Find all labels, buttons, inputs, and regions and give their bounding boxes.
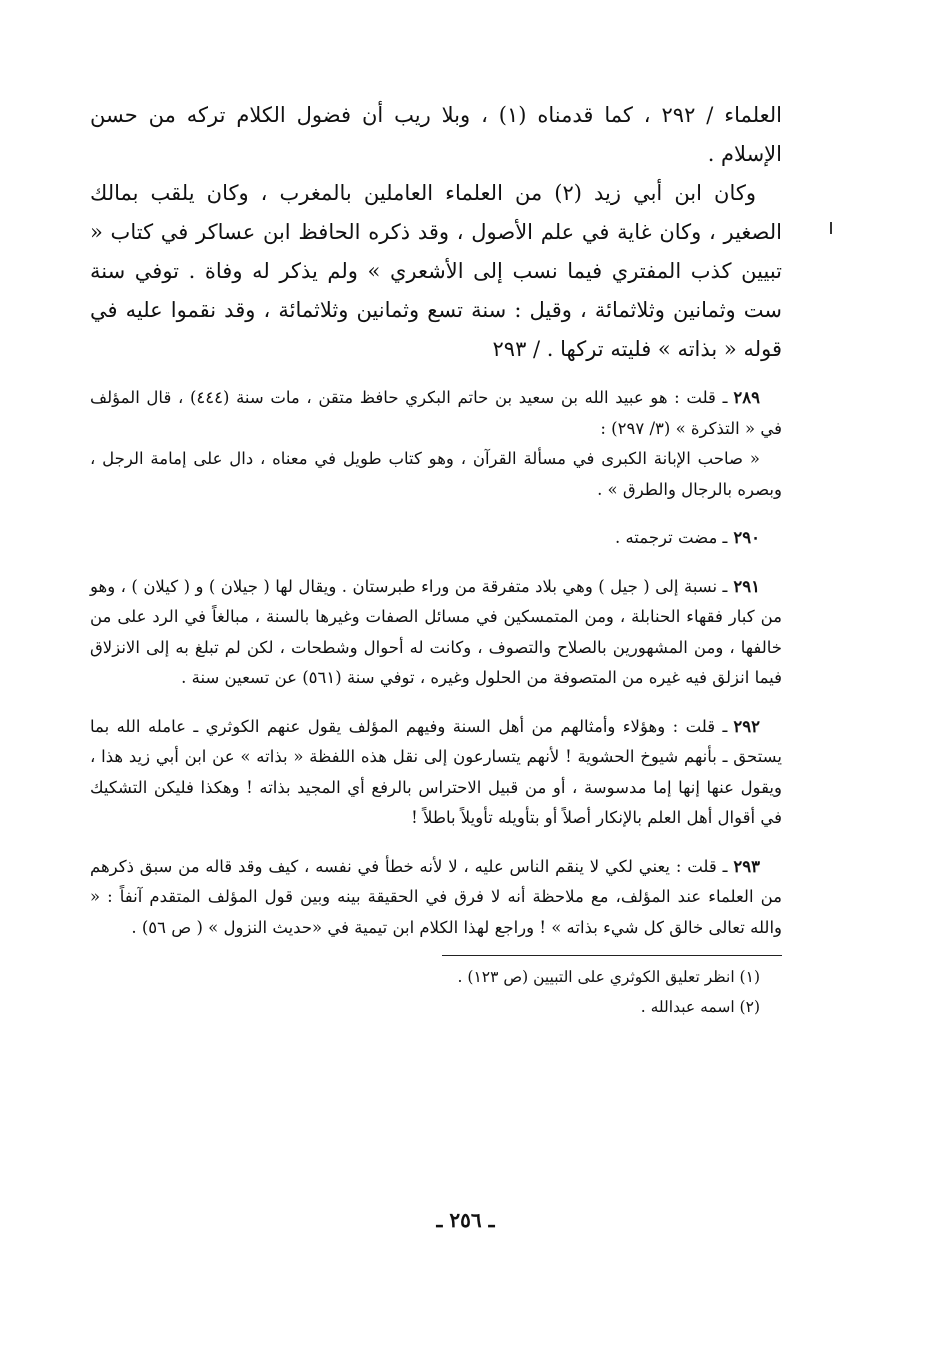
note-291	[90, 572, 782, 694]
note-text: ـ مضت ترجمته .	[614, 528, 728, 547]
main-paragraph: وكان ابن أبي زيد (٢) من العلماء العاملين بالمغرب ، وكان يلقب بمالك الصغير ، وكان غاية في علم الأصول ، وقد ذكره الحافظ ابن عساكر في كتاب « تبيين كذب المفتري فيما نسب إلى الأشعري » ولم يذكر له وفاة . توفي سنة ست وثمانين وثلاثمائة ، وقيل : سنة تسع وثمانين وثلاثمائة ، وقد نقموا عليه في قوله « بذاته » فليته تركها . / ٢٩٣	[90, 181, 782, 361]
footnotes	[442, 955, 782, 1022]
note-text: ـ قلت : هو عبيد الله بن سعيد بن حاتم البكري حافظ متقن ، مات سنة (٤٤٤) ، قال المؤلف في « التذكرة » (٣/ ٢٩٧) :	[90, 388, 782, 438]
footnote: (٢) اسمه عبدالله .	[640, 998, 760, 1016]
page-number: ـ ٢٥٦ ـ	[436, 1208, 495, 1232]
note-text: ـ قلت : يعني لكي لا ينقم الناس عليه ، لا لأنه خطأ في نفسه ، كيف وقد قاله من سبق ذكرهم من العلماء عند المؤلف، مع ملاحظة أنه لا فرق في الحقيقة بينه وبين قول المؤلف المتقدم آنفاً : « والله تعالى خالق كل شيء بذاته » ! وراجع لهذا الكلام ابن تيمية في «حديث النزول » ( ص ٥٦) .	[90, 856, 782, 937]
note-text: ـ قلت : وهؤلاء وأمثالهم من أهل السنة وفيهم المؤلف يقول عنهم الكوثري ـ عامله الله بما يستحق ـ بأنهم شيوخ الحشوية ! لأنهم يتسارعون إلى نقل هذه اللفظة « بذاته » عن ابن أبي زيد هذا ، ويقول عنها إنها إما مدسوسة ، أو من قبيل الاحتراس بالرفع أي المجيد بذاته ! وهكذا فليكن التشكيك في أقوال أهل العلم بالإنكار أصلاً أو بتأويله تأويلاً باطلاً !	[90, 716, 782, 827]
note-number: ٢٩٢	[733, 716, 760, 736]
note-289	[90, 383, 782, 505]
margin-mark	[830, 222, 832, 234]
note-text: ـ نسبة إلى ( جيل ) وهي بلاد متفرقة من وراء طبرستان . ويقال لها ( جيلان ) و ( كيلان ) ، وهو من كبار فقهاء الحنابلة ، ومن المتمسكين في مسائل الصفات وغيرها بالسنة ، مبالغاً في الرد على من خالفها ، ومن المشهورين بالصلاح والتصوف ، وكانت له أحوال وشطحات ، لكن لم تبلغ به إلى الانزلاق فيما انزلق فيه غيره من المتصوفة من الحلول وغيره ، توفي سنة (٥٦١) عن تسعين سنة .	[90, 576, 782, 687]
note-292	[90, 712, 782, 834]
note-number: ٢٩٣	[733, 856, 761, 876]
note-text: « صاحب الإبانة الكبرى في مسألة القرآن ، وهو كتاب طويل في معناه ، دال على إمامة الرجل ، وبصره بالرجال والطرق » .	[90, 449, 782, 499]
footnote: (١) انظر تعليق الكوثري على التبيين (ص ١٢٣) .	[457, 968, 760, 986]
note-number: ٢٨٩	[733, 388, 760, 407]
note-number: ٢٩٠	[733, 528, 760, 547]
main-paragraph: العلماء / ٢٩٢ ، كما قدمناه (١) ، وبلا ريب أن فضول الكلام تركه من حسن الإسلام .	[90, 103, 783, 166]
main-text-block	[90, 96, 782, 369]
note-290	[90, 523, 782, 554]
page	[90, 96, 782, 1022]
note-293	[90, 852, 782, 944]
note-number: ٢٩١	[733, 576, 760, 596]
commentary-notes	[90, 383, 782, 943]
